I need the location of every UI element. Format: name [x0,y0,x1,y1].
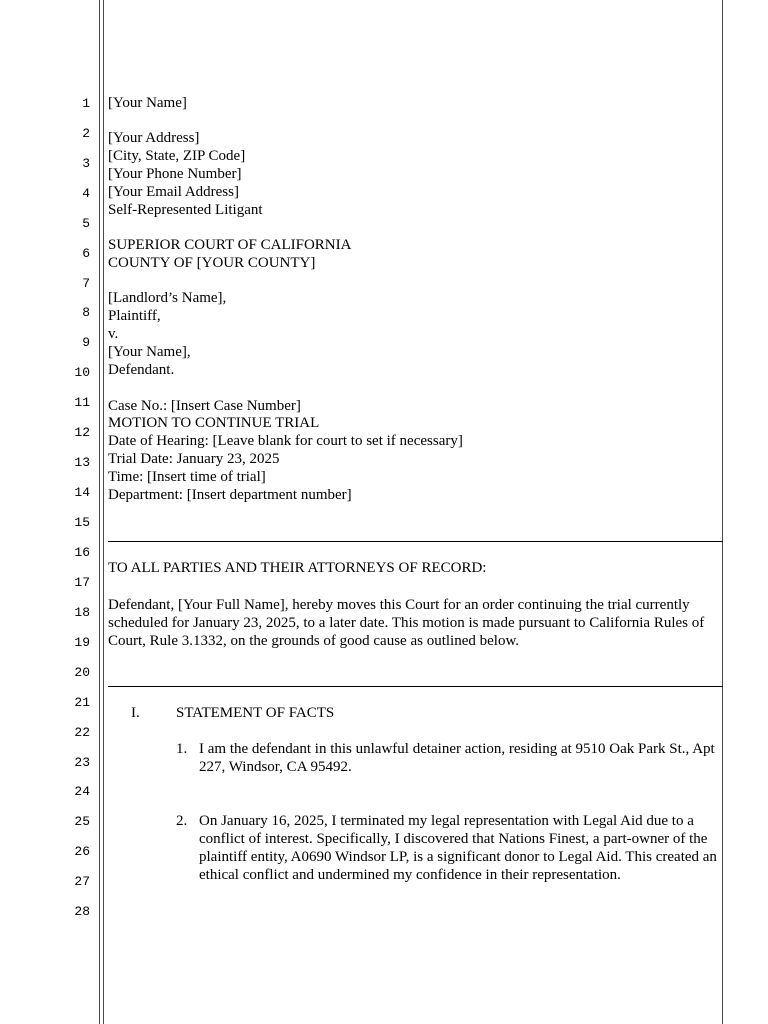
fact-item-number: 2. [176,813,188,829]
plaintiff-label: Plaintiff, [108,308,161,324]
section-title: STATEMENT OF FACTS [176,705,335,721]
line-number: 17 [74,575,90,590]
line-number: 1 [82,96,90,111]
left-margin-line-inner [103,0,104,1024]
litigant-phone: [Your Phone Number] [108,166,242,182]
divider-rule [108,541,723,542]
trial-time: Time: [Insert time of trial] [108,469,266,485]
line-number: 24 [74,784,90,799]
line-number: 6 [82,246,90,261]
notice-body: Defendant, [Your Full Name], hereby moves this Court for an order continuing the trial currently scheduled for January 23, 2025, to a later date. This motion is made pursuant to California Rules of Court, Rule 3.1332, on the grounds of good cause as outlined below. [108,597,705,649]
trial-date: Trial Date: January 23, 2025 [108,451,280,467]
divider-rule [108,686,723,687]
line-number: 16 [74,545,90,560]
notice-heading: TO ALL PARTIES AND THEIR ATTORNEYS OF RECORD: [108,560,487,576]
line-number: 15 [74,515,90,530]
court-name: SUPERIOR COURT OF CALIFORNIA [108,237,352,253]
versus: v. [108,326,119,342]
court-county: COUNTY OF [YOUR COUNTY] [108,255,316,271]
litigant-role: Self-Represented Litigant [108,202,263,218]
case-number: Case No.: [Insert Case Number] [108,398,301,414]
litigant-address: [Your Address] [108,130,200,146]
defendant-name: [Your Name], [108,344,191,360]
fact-item-text: I am the defendant in this unlawful detainer action, residing at 9510 Oak Park St., Apt 227, Windsor, CA 95492. [199,741,715,775]
line-number: 20 [74,665,90,680]
line-number: 3 [82,156,90,171]
line-number: 5 [82,216,90,231]
line-number: 11 [74,395,90,410]
defendant-label: Defendant. [108,362,175,378]
line-number: 21 [74,695,90,710]
line-number: 9 [82,335,90,350]
line-number: 2 [82,126,90,141]
line-number: 25 [74,814,90,829]
fact-item-number: 1. [176,741,188,757]
line-number: 8 [82,305,90,320]
line-number: 7 [82,276,90,291]
plaintiff-name: [Landlord’s Name], [108,290,227,306]
left-margin-line-outer [99,0,100,1024]
litigant-name: [Your Name] [108,95,187,111]
line-number: 10 [74,365,90,380]
litigant-email: [Your Email Address] [108,184,239,200]
line-number: 22 [74,725,90,740]
line-number: 12 [74,425,90,440]
line-number: 23 [74,755,90,770]
line-number: 13 [74,455,90,470]
line-number: 26 [74,844,90,859]
litigant-city: [City, State, ZIP Code] [108,148,246,164]
line-number: 19 [74,635,90,650]
line-number: 14 [74,485,90,500]
line-number: 4 [82,186,90,201]
line-number: 28 [74,904,90,919]
hearing-date: Date of Hearing: [Leave blank for court to set if necessary] [108,433,463,449]
motion-title: MOTION TO CONTINUE TRIAL [108,415,320,431]
right-margin-line [722,0,723,1024]
line-number: 27 [74,874,90,889]
line-number: 18 [74,605,90,620]
section-number: I. [131,705,140,721]
department: Department: [Insert department number] [108,487,352,503]
fact-item-text: On January 16, 2025, I terminated my legal representation with Legal Aid due to a conflict of interest. Specifically, I discovered that Nations Finest, a part-owner of the plaintiff entity, A0690 Windsor LP, is a significant donor to Legal Aid. This created an ethical conflict and undermined my confidence in their representation. [199,813,717,883]
